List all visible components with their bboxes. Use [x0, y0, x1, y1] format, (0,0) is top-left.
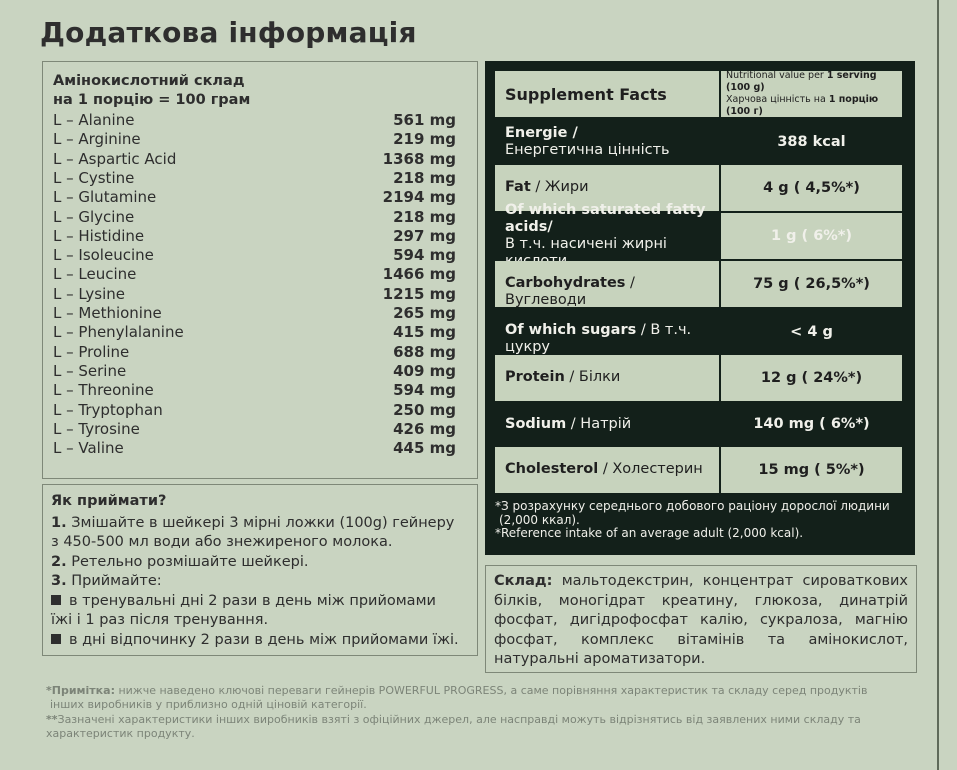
- amino-name: L – Proline: [53, 342, 130, 361]
- footnote-ua-line2: (2,000 ккал).: [499, 513, 580, 527]
- nutrient-value: 388 kcal: [777, 134, 846, 150]
- amino-value: 561 mg: [393, 111, 456, 129]
- step-text: Ретельно розмішайте шейкері.: [71, 554, 309, 570]
- nutrient-value: 1 g ( 6%*): [721, 213, 902, 259]
- amino-row: [53, 420, 456, 439]
- header-note-en-text: Nutritional value per: [726, 70, 827, 81]
- right-border-line: [937, 0, 939, 770]
- footnote-en: *Reference intake of an average adult (2,000 kcal).: [495, 526, 804, 540]
- facts-row-sugars: [495, 309, 902, 355]
- footnote-ua-line1: *З розрахунку середнього добового раціону дорослої людини: [495, 499, 890, 513]
- amino-name: L – Threonine: [53, 381, 154, 400]
- nutrient-label: [495, 355, 719, 401]
- header-note-ua-text: Харчова цінність на: [726, 94, 829, 105]
- nutrient-value: 15 mg ( 5%*): [721, 447, 902, 493]
- amino-row: [53, 188, 456, 207]
- usage-title: Як приймати?: [51, 493, 167, 509]
- nutrient-name-ua: В т.ч. насичені жирні: [505, 236, 667, 252]
- amino-value: 218 mg: [393, 207, 456, 226]
- page-title: Додаткова інформація: [40, 16, 417, 49]
- amino-value: 1466 mg: [382, 265, 456, 284]
- nutrient-value: 12 g ( 24%*): [721, 355, 902, 401]
- amino-name: L – Aspartic Acid: [53, 149, 177, 168]
- amino-row: [53, 323, 456, 342]
- amino-row: [53, 130, 456, 149]
- nutrient-name-en: Fat: [505, 179, 531, 195]
- facts-row-energy: [495, 119, 902, 165]
- square-bullet-icon: [51, 595, 61, 605]
- amino-name: L – Isoleucine: [53, 246, 154, 265]
- amino-name: L – Valine: [53, 439, 124, 458]
- usage-step-3: [51, 572, 475, 591]
- amino-row: [53, 169, 456, 188]
- bullet-text: в тренувальні дні 2 рази в день між прийомами: [69, 593, 436, 609]
- note-2-cont: характеристик продукту.: [46, 727, 195, 740]
- amino-name: L – Tryptophan: [53, 400, 163, 419]
- amino-value: 445 mg: [393, 439, 456, 458]
- amino-heading-line1: Амінокислотний склад: [53, 73, 245, 89]
- amino-name: L – Serine: [53, 361, 127, 380]
- facts-row-carbohydrates: [495, 261, 902, 307]
- usage-bullet-1: [51, 592, 475, 611]
- nutrient-value: 75 g ( 26,5%*): [721, 261, 902, 307]
- header-note-en: [726, 70, 902, 94]
- nutrient-name-en: Sodium: [505, 416, 567, 432]
- square-bullet-icon: [51, 634, 61, 644]
- nutrient-name-ua: / Вуглеводи: [505, 275, 635, 308]
- nutrient-name-ua: / Холестерин: [598, 461, 703, 477]
- step-number: 2.: [51, 554, 67, 570]
- nutrient-name-en: Carbohydrates: [505, 275, 626, 291]
- amino-name: L – Phenylalanine: [53, 323, 184, 342]
- header-note-ua: [726, 94, 902, 118]
- facts-row-cholesterol: [495, 447, 902, 493]
- nutrient-name-ua: / Білки: [564, 369, 621, 385]
- nutrient-name-en: Cholesterol: [505, 461, 599, 477]
- facts-header-row: [495, 71, 902, 117]
- note-2-label: **: [46, 713, 58, 726]
- nutrient-name-ua: / Натрій: [566, 416, 632, 432]
- header-note-ua-bold: 1 порцію (100 г): [726, 94, 879, 117]
- nutrient-name-en: Protein: [505, 369, 565, 385]
- amino-row: [53, 246, 456, 265]
- amino-value: 688 mg: [393, 342, 456, 361]
- amino-name: L – Glutamine: [53, 188, 157, 207]
- step-text: Приймайте:: [71, 573, 162, 589]
- amino-value: 2194 mg: [382, 188, 456, 207]
- amino-row: [53, 227, 456, 246]
- nutrient-name-en: Of which saturated fatty acids/: [505, 202, 706, 235]
- nutrient-label: [495, 309, 719, 355]
- nutrient-value: 140 mg ( 6%*): [753, 416, 870, 432]
- amino-row: [53, 208, 456, 227]
- usage-step-1: [51, 514, 475, 533]
- amino-value: 594 mg: [393, 381, 456, 400]
- usage-bullet-2: [51, 631, 475, 650]
- amino-heading: [53, 72, 250, 110]
- amino-value: 219 mg: [393, 130, 456, 149]
- amino-value: 1368 mg: [382, 149, 456, 168]
- amino-row: [53, 362, 456, 381]
- header-note-en-bold: 1 serving (100 g): [726, 70, 877, 93]
- nutrient-name-ua: / В т.ч. цукру: [505, 322, 692, 355]
- facts-header-note: [721, 71, 902, 117]
- nutrient-name-en: Energie /: [505, 125, 578, 141]
- nutrient-label: [495, 447, 719, 493]
- step-number: 3.: [51, 573, 67, 589]
- amino-row: [53, 111, 456, 130]
- facts-row-saturated-fat: [495, 202, 902, 259]
- usage-bullet-1-cont: їжі і 1 раз після тренування.: [51, 612, 269, 628]
- facts-header-title: Supplement Facts: [495, 71, 719, 117]
- amino-name: L – Leucine: [53, 265, 137, 284]
- note-1: [46, 684, 916, 698]
- amino-value: 297 mg: [393, 226, 456, 245]
- amino-value: 250 mg: [393, 400, 456, 419]
- usage-panel: [42, 484, 478, 656]
- amino-row: [53, 381, 456, 400]
- nutrient-value: 4 g ( 4,5%*): [721, 165, 902, 211]
- usage-step-1-cont: з 450-500 мл води або знежиреного молока.: [51, 534, 393, 550]
- amino-name: L – Cystine: [53, 168, 135, 187]
- nutrient-label: [495, 261, 719, 307]
- amino-acid-panel: [42, 61, 478, 479]
- amino-name: L – Tyrosine: [53, 419, 140, 438]
- facts-row-protein: [495, 355, 902, 401]
- amino-name: L – Histidine: [53, 226, 145, 245]
- amino-row: [53, 439, 456, 458]
- amino-row: [53, 150, 456, 169]
- facts-row-sodium: [495, 401, 902, 447]
- supplement-facts-table: [485, 61, 915, 555]
- amino-name: L – Arginine: [53, 130, 141, 149]
- amino-name: L – Lysine: [53, 284, 125, 303]
- nutrient-value: < 4 g: [790, 324, 833, 340]
- amino-value: 218 mg: [393, 168, 456, 187]
- amino-value: 594 mg: [393, 246, 456, 265]
- amino-name: L – Alanine: [53, 111, 135, 129]
- note-1-label: *Примітка:: [46, 684, 115, 697]
- note-1-cont: інших виробників у приблизно одній ціновій категорії.: [50, 698, 367, 711]
- composition-text: [494, 572, 908, 670]
- amino-value: 1215 mg: [382, 284, 456, 303]
- usage-step-2: [51, 553, 475, 572]
- bullet-text: в дні відпочинку 2 рази в день між прийомами їжі.: [69, 632, 459, 648]
- amino-value: 265 mg: [393, 304, 456, 322]
- nutrient-name-ua: Енергетична цінність: [505, 142, 670, 158]
- note-1-text: нижче наведено ключові переваги гейнерів POWERFUL PROGRESS, а саме порівняння характеристик та складу серед продуктів: [114, 684, 868, 697]
- amino-heading-line2: на 1 порцію = 100 грам: [53, 92, 251, 108]
- amino-name: L – Methionine: [53, 304, 162, 322]
- amino-name: L – Glycine: [53, 207, 135, 226]
- nutrient-name-ua: / Жири: [530, 179, 589, 195]
- amino-value: 415 mg: [393, 323, 456, 342]
- nutrient-name-en: Of which sugars: [505, 322, 637, 338]
- amino-value: 426 mg: [393, 419, 456, 438]
- nutrient-label: [495, 202, 719, 259]
- amino-row: [53, 285, 456, 304]
- amino-row: [53, 304, 456, 323]
- step-number: 1.: [51, 515, 67, 531]
- note-2-text: Зазначені характеристики інших виробників взяті з офіційних джерел, але насправді можуть відрізнятись від заявлених ними складу та: [57, 713, 861, 726]
- composition-ingredients: мальтодекстрин, концентрат сироваткових білків, моногідрат креатину, глюкоза, динатрій фосфат, дигідрофосфат калію, сукралоза, магнію фосфат, комплекс вітамінів та амінокислот, натуральні ароматизатори.: [494, 573, 908, 667]
- nutrient-label: [495, 119, 719, 165]
- amino-value: 409 mg: [393, 361, 456, 380]
- nutrient-label: [495, 401, 719, 447]
- step-text: Змішайте в шейкері 3 мірні ложки (100g) гейнеру: [71, 515, 455, 531]
- composition-label: Склад:: [494, 573, 553, 589]
- amino-row: [53, 343, 456, 362]
- amino-row: [53, 265, 456, 284]
- note-2: [46, 713, 916, 727]
- amino-row: [53, 401, 456, 420]
- composition-panel: [485, 565, 917, 673]
